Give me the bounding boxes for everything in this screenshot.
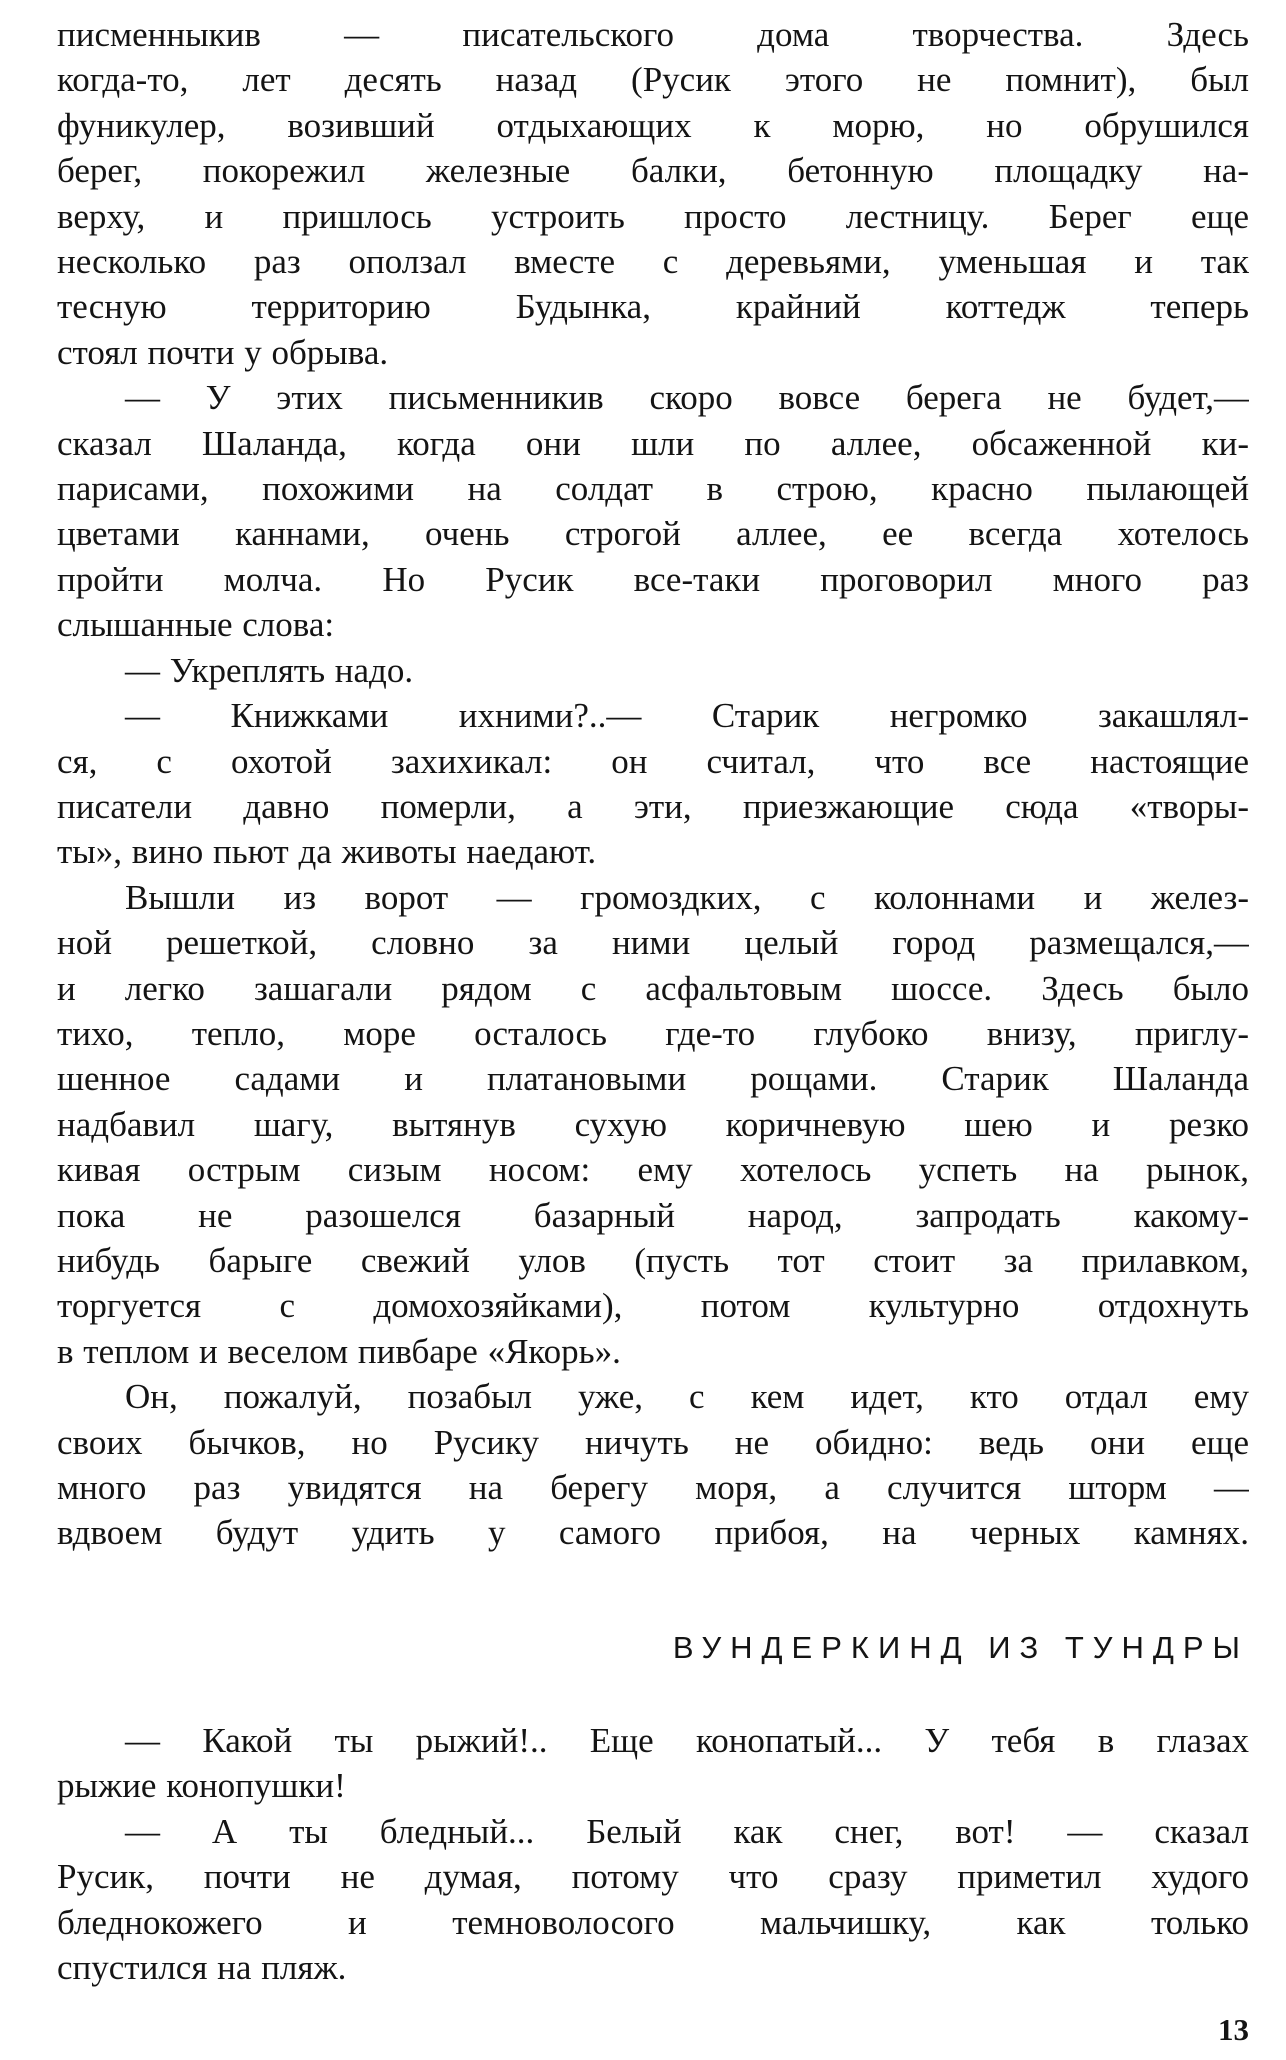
paragraph (57, 875, 1249, 1374)
chapter-start-text (57, 1718, 1249, 1990)
text-line: бледнокожего и темноволосого мальчишку, как только (57, 1902, 1249, 1942)
text-line: Русик, почти не думая, потому что сразу приметил худого (57, 1857, 1249, 1897)
text-line: когда-то, лет десять назад (Русик этого не помнит), был (57, 60, 1249, 100)
text-line: — У этих письменникив скоро вовсе берега не будет,— (125, 378, 1249, 418)
paragraph (57, 12, 1249, 375)
text-line: несколько раз оползал вместе с деревьями, уменьшая и так (57, 242, 1249, 282)
text-line: — Какой ты рыжий!.. Еще конопатый... У тебя в глазах (125, 1721, 1249, 1760)
text-line: парисами, похожими на солдат в строю, красно пылающей (57, 469, 1249, 509)
paragraph (57, 693, 1249, 875)
text-line: рыжие конопушки! (57, 1766, 346, 1806)
paragraph (57, 1718, 1249, 1809)
text-line: — Книжками ихними?..— Старик негромко закашлял- (125, 696, 1249, 736)
text-line: в теплом и веселом пивбаре «Якорь». (57, 1331, 621, 1371)
text-line: торгуется с домохозяйками), потом культурно отдохнуть (57, 1286, 1249, 1326)
text-line: много раз увидятся на берегу моря, а случится шторм — (57, 1468, 1249, 1507)
text-line: и легко зашагали рядом с асфальтовым шоссе. Здесь было (57, 968, 1249, 1008)
text-line: сказал Шаланда, когда они шли по аллее, обсаженной ки- (57, 423, 1249, 463)
text-line: кивая острым сизым носом: ему хотелось успеть на рынок, (57, 1150, 1249, 1190)
text-line: нибудь барыге свежий улов (пусть тот стоит за прилавком, (57, 1240, 1249, 1280)
text-line: ты», вино пьют да животы наедают. (57, 832, 597, 872)
text-line: стоял почти у обрыва. (57, 332, 389, 372)
paragraph (57, 375, 1249, 647)
chapter-title: ВУНДЕРКИНД ИЗ ТУНДРЫ (672, 1630, 1249, 1665)
text-line: тесную территорию Будынка, крайний коттедж теперь (57, 287, 1249, 327)
text-line: слышанные слова: (57, 605, 335, 645)
book-page (57, 12, 1249, 2047)
text-line: спустился на пляж. (57, 1948, 347, 1988)
page-number: 13 (1218, 2012, 1249, 2047)
text-line: шенное садами и платановыми рощами. Старик Шаланда (57, 1059, 1249, 1099)
text-line: надбавил шагу, вытянув сухую коричневую шею и резко (57, 1104, 1249, 1144)
text-line: писменныкив — писательского дома творчества. Здесь (57, 15, 1249, 54)
paragraph (57, 1374, 1249, 1556)
text-line: — Укреплять надо. (125, 650, 414, 690)
text-line: ся, с охотой захихикал: он считал, что все настоящие (57, 741, 1249, 781)
text-line: пока не разошелся базарный народ, запродать какому- (57, 1195, 1249, 1235)
text-line: своих бычков, но Русику ничуть не обидно: ведь они еще (57, 1422, 1249, 1462)
text-line: Он, пожалуй, позабыл уже, с кем идет, кто отдал ему (125, 1377, 1249, 1417)
text-line: верху, и пришлось устроить просто лестницу. Берег еще (57, 196, 1249, 236)
paragraph (57, 1809, 1249, 1991)
text-line: пройти молча. Но Русик все-таки проговорил много раз (57, 559, 1249, 599)
chapter-end-text (57, 12, 1249, 1556)
text-line: тихо, тепло, море осталось где-то глубоко внизу, приглу- (57, 1013, 1249, 1053)
text-line: вдвоем будут удить у самого прибоя, на черных камнях. (57, 1513, 1249, 1553)
text-line: Вышли из ворот — громоздких, с колоннами и желез- (125, 877, 1249, 917)
paragraph (57, 648, 1249, 693)
text-line: ной решеткой, словно за ними целый город размещался,— (57, 923, 1249, 963)
text-line: — А ты бледный... Белый как снег, вот! — сказал (125, 1811, 1249, 1851)
text-line: писатели давно померли, а эти, приезжающие сюда «творы- (57, 786, 1249, 826)
text-line: цветами каннами, очень строгой аллее, ее всегда хотелось (57, 514, 1249, 554)
text-line: фуникулер, возивший отдыхающих к морю, но обрушился (57, 105, 1249, 145)
text-line: берег, покорежил железные балки, бетонную площадку на- (57, 151, 1249, 191)
